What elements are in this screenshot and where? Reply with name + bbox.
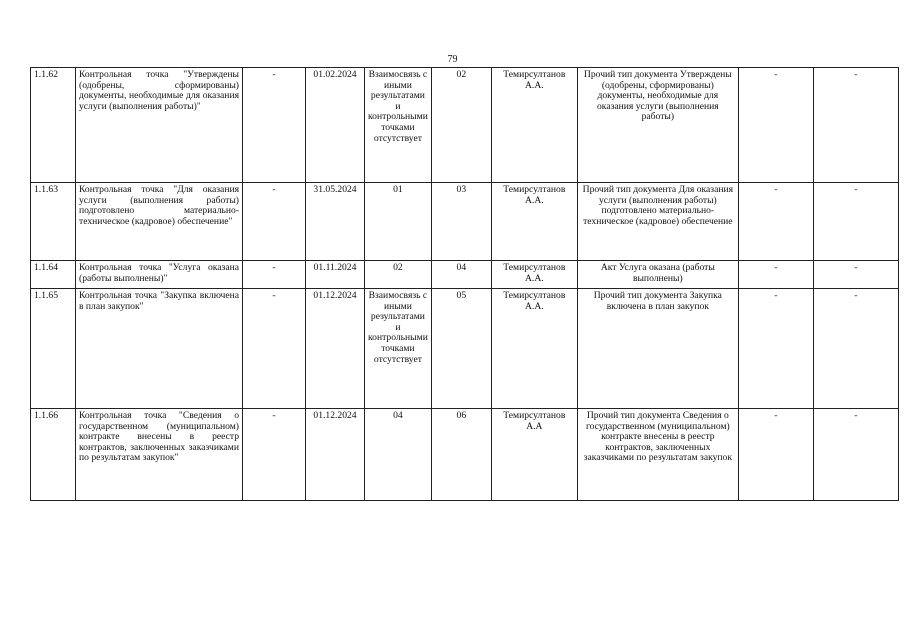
responsible-person: Темирсултанов А.А (491, 409, 577, 501)
control-point-name: Контрольная точка "Для оказания услуги (выполнения работы) подготовлено материально-техническое (кадровое) обеспечение" (76, 183, 243, 261)
cell-placeholder: - (243, 68, 306, 183)
code: 05 (431, 289, 491, 409)
row-number: 1.1.62 (31, 68, 76, 183)
control-points-table (30, 67, 899, 501)
row-number: 1.1.63 (31, 183, 76, 261)
due-date: 31.05.2024 (306, 183, 365, 261)
cell-placeholder: - (813, 183, 898, 261)
control-point-name: Контрольная точка "Утверждены (одобрены, сформированы) документы, необходимые для оказания услуги (выполнения работы)" (76, 68, 243, 183)
cell-placeholder: - (813, 68, 898, 183)
due-date: 01.12.2024 (306, 409, 365, 501)
code: 04 (431, 261, 491, 289)
table-row (31, 289, 899, 409)
responsible-person: Темирсултанов А.А. (491, 68, 577, 183)
cell-placeholder: - (243, 289, 306, 409)
dependency: 02 (365, 261, 432, 289)
dependency: Взаимосвязь с иными результатами и контрольными точками отсутствует (365, 289, 432, 409)
table-row (31, 409, 899, 501)
due-date: 01.11.2024 (306, 261, 365, 289)
cell-placeholder: - (738, 68, 813, 183)
table-row (31, 68, 899, 183)
cell-placeholder: - (243, 183, 306, 261)
responsible-person: Темирсултанов А.А. (491, 261, 577, 289)
code: 06 (431, 409, 491, 501)
cell-placeholder: - (813, 261, 898, 289)
table-row (31, 261, 899, 289)
cell-placeholder: - (813, 289, 898, 409)
cell-placeholder: - (243, 261, 306, 289)
page-number: 79 (447, 54, 458, 65)
document-type: Прочий тип документа Сведения о государственном (муниципальном) контракте внесены в реестр контрактов, заключенных заказчиками по результатам закупок (577, 409, 738, 501)
control-point-name: Контрольная точка "Сведения о государственном (муниципальном) контракте внесены в реестр контрактов, заключенных заказчиками по результатам закупок" (76, 409, 243, 501)
code: 03 (431, 183, 491, 261)
cell-placeholder: - (738, 183, 813, 261)
row-number: 1.1.64 (31, 261, 76, 289)
table-row (31, 183, 899, 261)
document-type: Прочий тип документа Утверждены (одобрены, сформированы) документы, необходимые для оказания услуги (выполнения работы) (577, 68, 738, 183)
responsible-person: Темирсултанов А.А. (491, 289, 577, 409)
cell-placeholder: - (738, 409, 813, 501)
due-date: 01.02.2024 (306, 68, 365, 183)
cell-placeholder: - (738, 261, 813, 289)
row-number: 1.1.65 (31, 289, 76, 409)
due-date: 01.12.2024 (306, 289, 365, 409)
cell-placeholder: - (738, 289, 813, 409)
code: 02 (431, 68, 491, 183)
dependency: Взаимосвязь с иными результатами и контрольными точками отсутствует (365, 68, 432, 183)
row-number: 1.1.66 (31, 409, 76, 501)
control-point-name (76, 261, 243, 289)
cell-placeholder: - (243, 409, 306, 501)
cell-placeholder: - (813, 409, 898, 501)
document-type: Акт Услуга оказана (работы выполнены) (577, 261, 738, 289)
control-point-name: Контрольная точка "Закупка включена в план закупок" (76, 289, 243, 409)
document-type: Прочий тип документа Для оказания услуги (выполнения работы) подготовлено материально-техническое (кадровое) обеспечение (577, 183, 738, 261)
control-point-name-text: Контрольная точка "Услуга оказана (работы выполнены)" (79, 263, 239, 284)
dependency: 01 (365, 183, 432, 261)
document-type: Прочий тип документа Закупка включена в план закупок (577, 289, 738, 409)
responsible-person: Темирсултанов А.А. (491, 183, 577, 261)
dependency: 04 (365, 409, 432, 501)
